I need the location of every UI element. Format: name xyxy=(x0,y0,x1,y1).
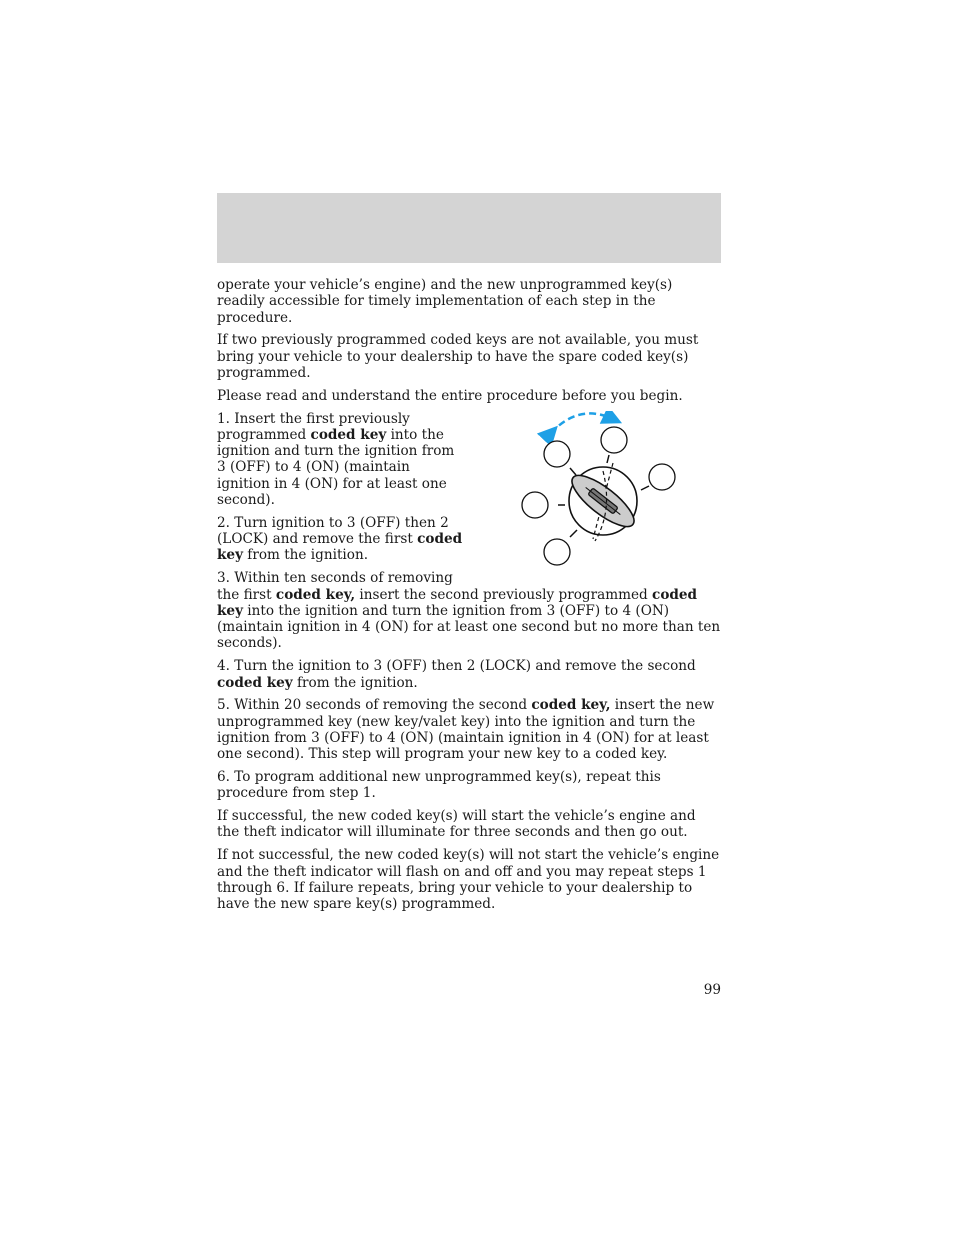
rotation-arrow xyxy=(551,413,613,433)
page-content xyxy=(217,277,721,919)
step-2: 2. Turn ignition to 3 (OFF) then 2 (LOCK) and remove the first coded key from the ignition. xyxy=(217,514,463,564)
paragraph-success: If successful, the new coded key(s) will start the vehicle’s engine and the theft indicator will illuminate for three seconds and then go out. xyxy=(217,808,696,841)
ignition-figure xyxy=(471,411,721,573)
paragraph-failure: If not successful, the new coded key(s) will not start the vehicle’s engine and the theft indicator will flash on and off and you may repeat steps 1 through 6. If failure repeats, bring your vehicle to your dealership to have the new spare key(s) programmed. xyxy=(217,847,720,913)
paragraph-intro: operate your vehicle’s engine) and the new unprogrammed key(s) readily accessible for timely implementation of each step in the procedure. xyxy=(217,277,673,326)
position-circle-on xyxy=(649,464,675,490)
step-4: 4. Turn the ignition to 3 (OFF) then 2 (LOCK) and remove the second coded key from the ignition. xyxy=(217,658,696,691)
page-number: 99 xyxy=(703,982,721,998)
step-3: 3. Within ten seconds of removing the first coded key, insert the second previously programmed coded key into the ignition and turn the ignition from 3 (OFF) to 4 (ON) (maintain ignition in 4 (ON) for at least one second but no more than ten seconds). xyxy=(217,570,721,652)
position-circle-accessory xyxy=(522,492,548,518)
step-1: 1. Insert the first previously programmed coded key into the ignition and turn the ignition from 3 (OFF) to 4 (ON) (maintain ignition in 4 (ON) for at least one second). xyxy=(217,410,455,509)
position-circle-start xyxy=(544,539,570,565)
paragraph-requirement: If two previously programmed coded keys are not available, you must bring your vehicle to your dealership to have the spare coded key(s) programmed. xyxy=(217,332,699,381)
step-5: 5. Within 20 seconds of removing the second coded key, insert the new unprogrammed key (new key/valet key) into the ignition and turn the ignition from 3 (OFF) to 4 (ON) (maintain ignition in 4 (ON) for at least one second). This step will program your new key to a coded key. xyxy=(217,697,715,763)
position-circle-lock xyxy=(544,441,570,467)
ignition-cylinder-icon xyxy=(521,411,721,573)
paragraph-read-first: Please read and understand the entire procedure before you begin. xyxy=(217,387,683,404)
header-band xyxy=(217,193,721,263)
step-6: 6. To program additional new unprogrammed key(s), repeat this procedure from step 1. xyxy=(217,769,661,802)
position-circle-off xyxy=(601,427,627,453)
